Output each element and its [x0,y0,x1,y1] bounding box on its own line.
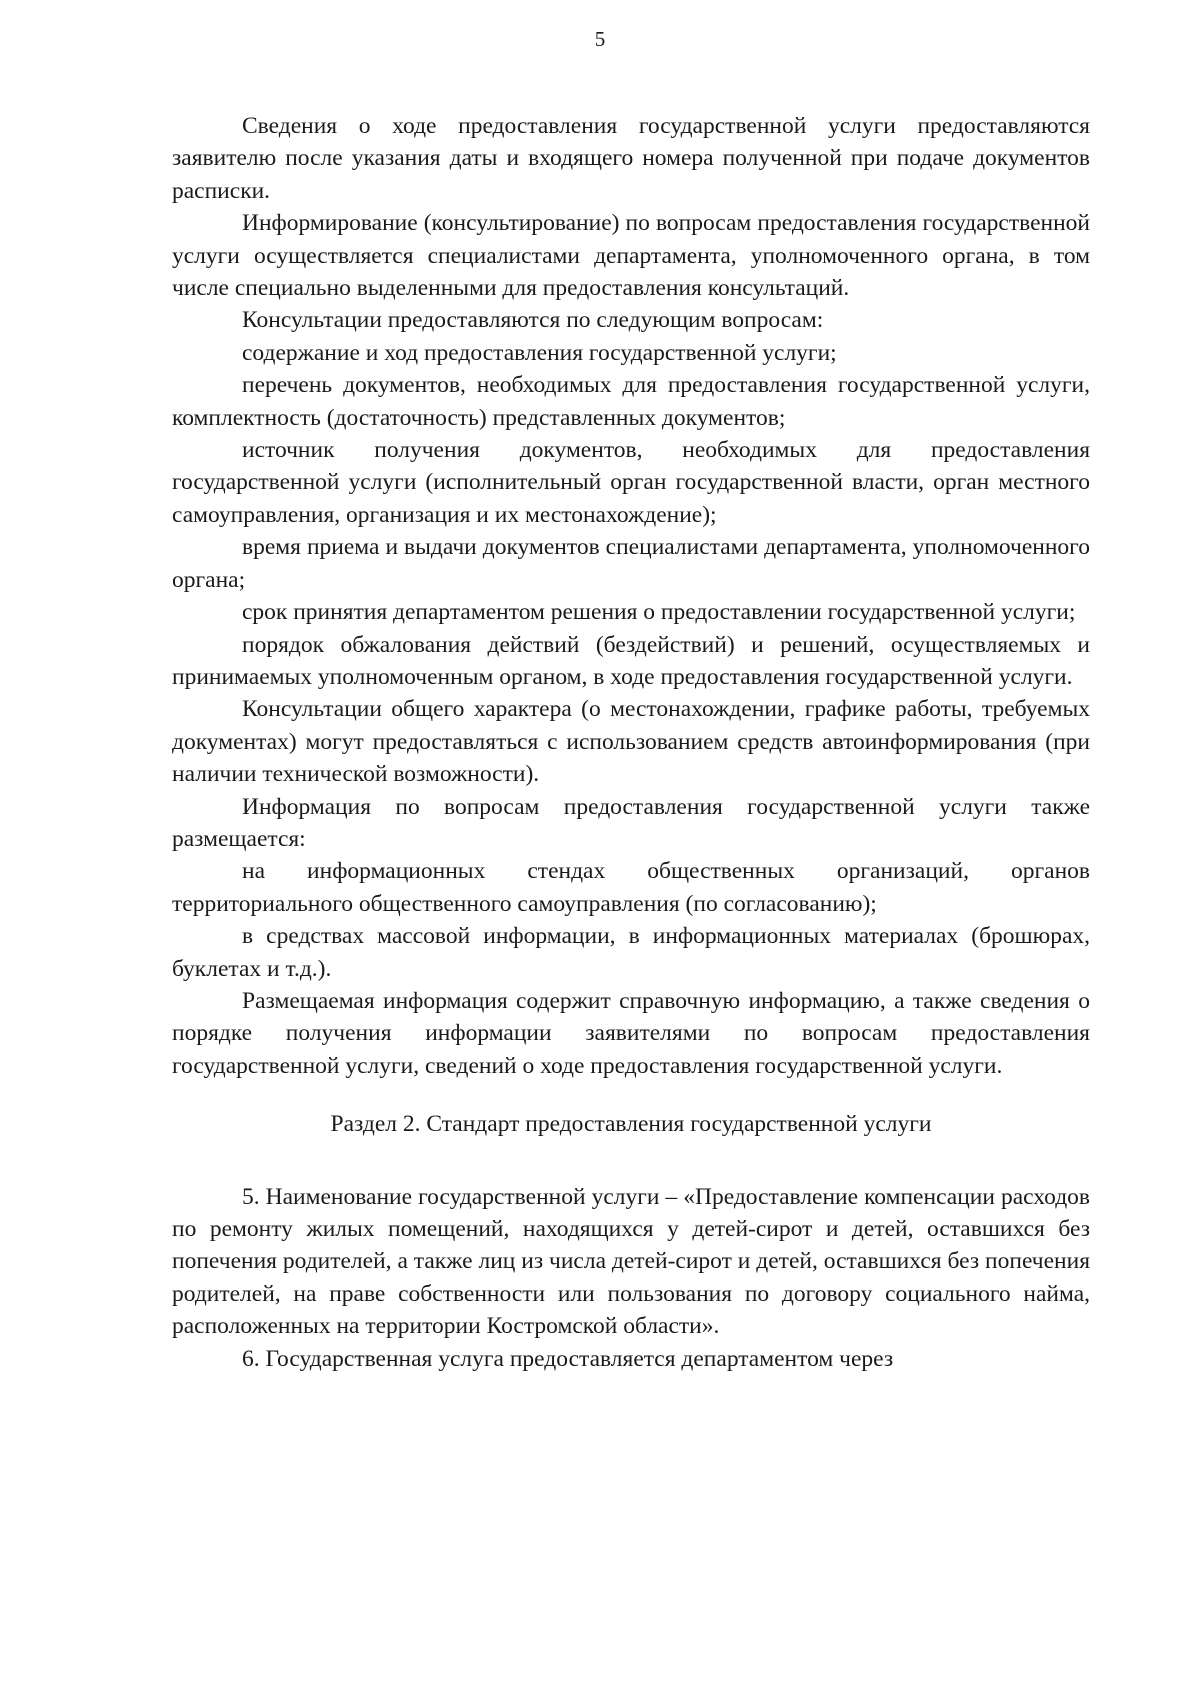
paragraph: Размещаемая информация содержит справочную информацию, а также сведения о порядке получения информации заявителями по вопросам предоставления государственной услуги, сведений о ходе предоставления государственной услуги. [172,987,1090,1079]
paragraph: содержание и ход предоставления государственной услуги; [242,339,837,366]
paragraph: в средствах массовой информации, в информационных материалах (брошюрах, буклетах и т.д.). [172,923,1090,982]
paragraph: Консультации предоставляются по следующим вопросам: [242,307,824,334]
paragraph: на информационных стендах общественных организаций, органов территориального общественного самоуправления (по согласованию); [172,858,1090,917]
page-number: 5 [594,27,606,51]
paragraph: время приема и выдачи документов специалистами департамента, уполномоченного органа; [172,534,1090,593]
paragraph: перечень документов, необходимых для предоставления государственной услуги, комплектность (достаточность) представленных документов; [172,372,1090,431]
document-body [172,110,1090,1375]
paragraph: порядок обжалования действий (бездействий) и решений, осуществляемых и принимаемых уполномоченным органом, в ходе предоставления государственной услуги. [172,631,1090,690]
paragraph: Консультации общего характера (о местонахождении, графике работы, требуемых документах) могут предоставляться с использованием средств автоинформирования (при наличии технической возможности). [172,696,1090,788]
section-heading: Раздел 2. Стандарт предоставления государственной услуги [330,1111,932,1138]
paragraph: Информация по вопросам предоставления государственной услуги также размещается: [172,793,1090,852]
paragraph: Информирование (консультирование) по вопросам предоставления государственной услуги осуществляется специалистами департамента, уполномоченного органа, в том числе специально выделенными для предоставления консультаций. [172,210,1090,302]
paragraph: Сведения о ходе предоставления государственной услуги предоставляются заявителю после указания даты и входящего номера полученной при подаче документов расписки. [172,113,1090,204]
paragraph: 5. Наименование государственной услуги – «Предоставление компенсации расходов по ремонту жилых помещений, находящихся у детей-сирот и детей, оставшихся без попечения родителей, а также лиц из числа детей-сирот и детей, оставшихся без попечения родителей, на праве собственности или пользования по договору социального найма, расположенных на территории Костромской области». [172,1183,1090,1340]
paragraph: источник получения документов, необходимых для предоставления государственной услуги (исполнительный орган государственной власти, орган местного самоуправления, организация и их местонахождение); [172,437,1090,528]
paragraph: 6. Государственная услуга предоставляется департаментом через [242,1345,894,1372]
paragraph: срок принятия департаментом решения о предоставлении государственной услуги; [242,599,1076,626]
